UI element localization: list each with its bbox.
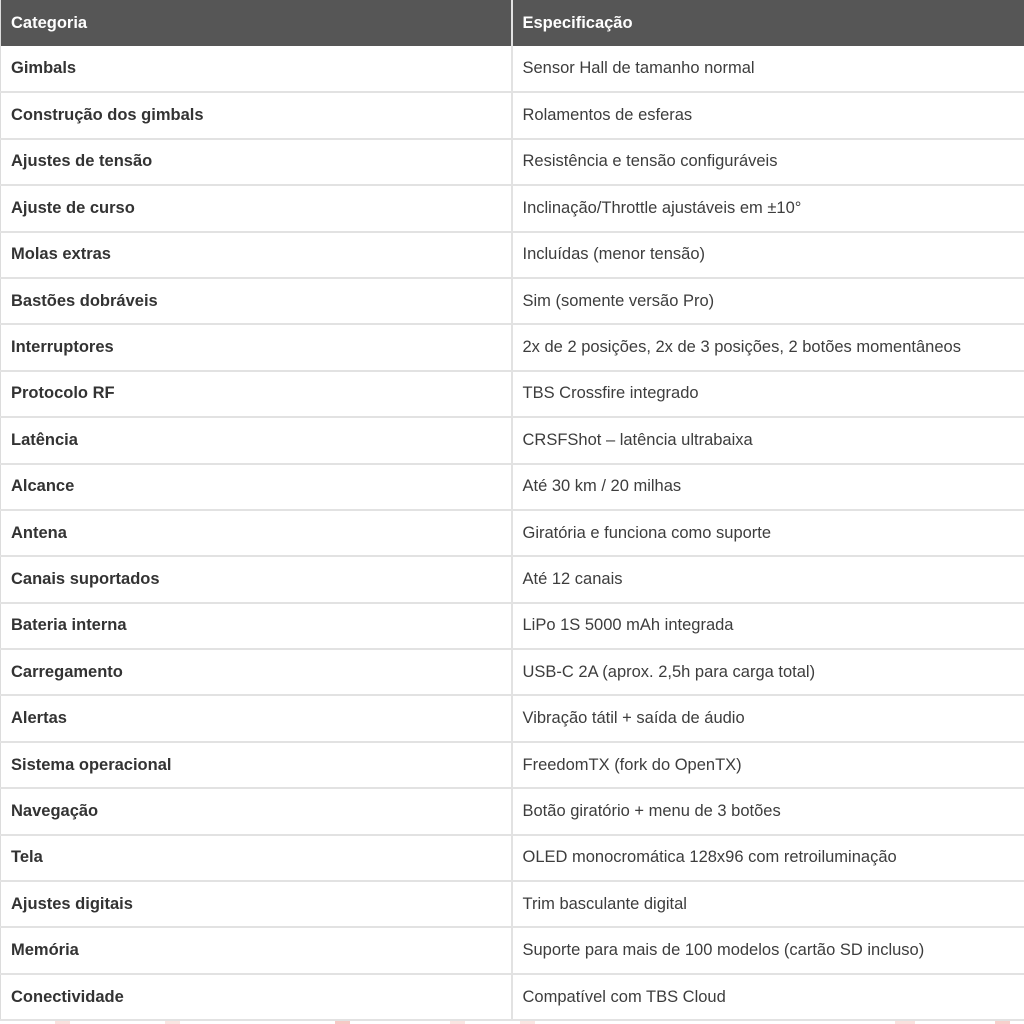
table-row <box>1 788 1024 834</box>
category-cell: Bastões dobráveis <box>1 278 512 324</box>
specification-cell: Compatível com TBS Cloud <box>512 974 1024 1020</box>
category-cell: Molas extras <box>1 232 512 278</box>
table-row <box>1 927 1024 973</box>
spec-table-body <box>1 46 1024 1020</box>
column-header-especificacao: Especificação <box>512 0 1024 46</box>
category-cell: Ajuste de curso <box>1 185 512 231</box>
category-cell: Interruptores <box>1 324 512 370</box>
category-cell: Gimbals <box>1 46 512 92</box>
table-row <box>1 510 1024 556</box>
table-row <box>1 603 1024 649</box>
table-row <box>1 695 1024 741</box>
specification-cell: OLED monocromática 128x96 com retroiluminação <box>512 835 1024 881</box>
category-cell: Latência <box>1 417 512 463</box>
specification-cell: Vibração tátil + saída de áudio <box>512 695 1024 741</box>
category-cell: Canais suportados <box>1 556 512 602</box>
specification-cell: Suporte para mais de 100 modelos (cartão SD incluso) <box>512 927 1024 973</box>
specification-cell: 2x de 2 posições, 2x de 3 posições, 2 botões momentâneos <box>512 324 1024 370</box>
category-cell: Sistema operacional <box>1 742 512 788</box>
category-cell: Protocolo RF <box>1 371 512 417</box>
table-row <box>1 92 1024 138</box>
table-row <box>1 371 1024 417</box>
category-cell: Ajustes de tensão <box>1 139 512 185</box>
category-cell: Tela <box>1 835 512 881</box>
column-header-categoria: Categoria <box>1 0 512 46</box>
specification-cell: TBS Crossfire integrado <box>512 371 1024 417</box>
specification-cell: Até 12 canais <box>512 556 1024 602</box>
specification-cell: Incluídas (menor tensão) <box>512 232 1024 278</box>
table-row <box>1 324 1024 370</box>
category-cell: Ajustes digitais <box>1 881 512 927</box>
table-row <box>1 46 1024 92</box>
specification-cell: Resistência e tensão configuráveis <box>512 139 1024 185</box>
specification-cell: Trim basculante digital <box>512 881 1024 927</box>
specification-cell: CRSFShot – latência ultrabaixa <box>512 417 1024 463</box>
table-row <box>1 835 1024 881</box>
header-row <box>1 0 1024 46</box>
category-cell: Bateria interna <box>1 603 512 649</box>
category-cell: Construção dos gimbals <box>1 92 512 138</box>
table-row <box>1 139 1024 185</box>
specification-cell: Até 30 km / 20 milhas <box>512 464 1024 510</box>
category-cell: Navegação <box>1 788 512 834</box>
specification-cell: Giratória e funciona como suporte <box>512 510 1024 556</box>
specification-cell: USB-C 2A (aprox. 2,5h para carga total) <box>512 649 1024 695</box>
table-row <box>1 185 1024 231</box>
table-row <box>1 974 1024 1020</box>
table-row <box>1 417 1024 463</box>
specification-cell: Rolamentos de esferas <box>512 92 1024 138</box>
table-row <box>1 232 1024 278</box>
specification-cell: LiPo 1S 5000 mAh integrada <box>512 603 1024 649</box>
category-cell: Alcance <box>1 464 512 510</box>
table-row <box>1 649 1024 695</box>
specification-cell: FreedomTX (fork do OpenTX) <box>512 742 1024 788</box>
table-row <box>1 556 1024 602</box>
table-row <box>1 742 1024 788</box>
category-cell: Antena <box>1 510 512 556</box>
specification-cell: Inclinação/Throttle ajustáveis em ±10° <box>512 185 1024 231</box>
specification-cell: Sensor Hall de tamanho normal <box>512 46 1024 92</box>
category-cell: Conectividade <box>1 974 512 1020</box>
table-row <box>1 278 1024 324</box>
table-row <box>1 464 1024 510</box>
table-row <box>1 881 1024 927</box>
specification-cell: Botão giratório + menu de 3 botões <box>512 788 1024 834</box>
category-cell: Carregamento <box>1 649 512 695</box>
category-cell: Memória <box>1 927 512 973</box>
category-cell: Alertas <box>1 695 512 741</box>
specification-cell: Sim (somente versão Pro) <box>512 278 1024 324</box>
